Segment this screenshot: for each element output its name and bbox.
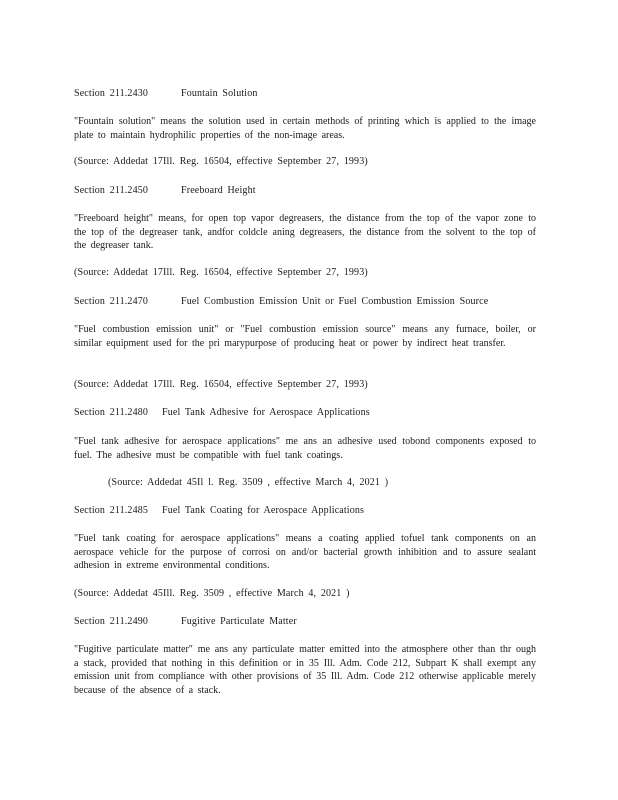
section-title: Fuel Tank Coating for Aerospace Applications xyxy=(162,505,365,516)
definition-paragraph: "Freeboard height" means, for open top vapor degreasers, the distance from the top of the vapor zone to the top of the degreaser tank, andfor coldcle aning degreasers, the distance from the solvent to the top of the degreaser tank. xyxy=(74,213,536,251)
definition-paragraph: "Fuel combustion emission unit" or "Fuel combustion emission source" means any furnace, boiler, or similar equipment used for the pri marypurpose of producing heat or power by indirect heat transfer. xyxy=(74,324,536,349)
section-title: Fountain Solution xyxy=(181,88,258,99)
section-heading xyxy=(74,407,370,418)
source-note: (Source: Addedat 45Ill. Reg. 3509 , effective March 4, 2021 ) xyxy=(74,588,350,599)
definition-paragraph: "Fugitive particulate matter" me ans any particulate matter emitted into the atmosphere other than thr ough a stack, provided that nothing in this definition or in 35 Ill. Adm. Code 212, Subpart K shall exempt any emission unit from compliance with other provisions of 35 Ill. Adm. Code 212 otherwise applicable merely because of the absence of a stack. xyxy=(74,644,536,696)
section-heading xyxy=(74,505,364,516)
section-number: Section 211.2490 xyxy=(74,616,149,627)
section-heading xyxy=(74,296,488,307)
section-title: Freeboard Height xyxy=(181,185,256,196)
section-number: Section 211.2430 xyxy=(74,88,149,99)
source-note: (Source: Addedat 17Ill. Reg. 16504, effective September 27, 1993) xyxy=(74,379,368,390)
section-title: Fuel Combustion Emission Unit or Fuel Combustion Emission Source xyxy=(181,296,489,307)
section-title: Fuel Tank Adhesive for Aerospace Applications xyxy=(162,407,370,418)
section-heading xyxy=(74,88,258,99)
section-number: Section 211.2450 xyxy=(74,185,149,196)
definition-paragraph: "Fuel tank adhesive for aerospace applications" me ans an adhesive used tobond components exposed to fuel. The adhesive must be compatible with fuel tank coatings. xyxy=(74,436,536,461)
section-number: Section 211.2485 xyxy=(74,505,149,516)
source-note: (Source: Addedat 17Ill. Reg. 16504, effective September 27, 1993) xyxy=(74,267,368,278)
source-note: (Source: Addedat 45Il l. Reg. 3509 , effective March 4, 2021 ) xyxy=(108,477,389,488)
section-number: Section 211.2470 xyxy=(74,296,149,307)
section-title: Fugitive Particulate Matter xyxy=(181,616,297,627)
definition-paragraph: "Fuel tank coating for aerospace applications" means a coating applied tofuel tank components on an aerospace vehicle for the purpose of corrosi on and/or bacterial growth inhibition and to assure sealant adhesion in extreme environmental conditions. xyxy=(74,533,536,571)
section-number: Section 211.2480 xyxy=(74,407,149,418)
section-heading xyxy=(74,616,297,627)
section-heading xyxy=(74,185,256,196)
source-note: (Source: Addedat 17Ill. Reg. 16504, effective September 27, 1993) xyxy=(74,156,368,167)
definition-paragraph: "Fountain solution" means the solution used in certain methods of printing which is applied to the image plate to maintain hydrophilic properties of the non-image areas. xyxy=(74,116,536,141)
